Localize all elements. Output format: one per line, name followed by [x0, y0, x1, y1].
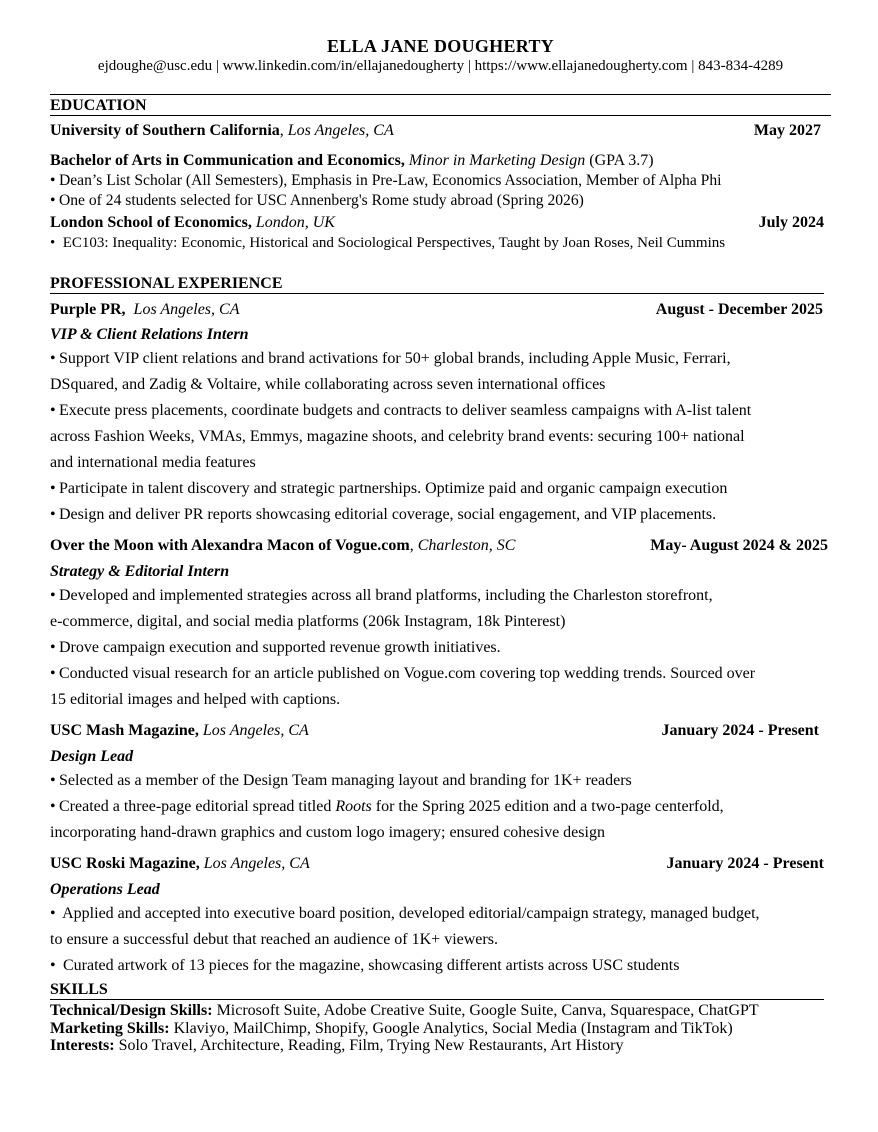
list-item: • Applied and accepted into executive board position, developed editorial/campaign strategy, managed budget,: [50, 905, 760, 922]
job-roski-magazine: [50, 854, 831, 874]
list-item: incorporating hand-drawn graphics and custom logo imagery; ensured cohesive design: [50, 824, 605, 841]
usc-minor: Minor in Marketing Design: [408, 152, 586, 169]
list-item: • Conducted visual research for an article published on Vogue.com covering top wedding trends. Sourced over: [50, 665, 756, 682]
usc-row: University of Southern California, Los Angeles, CA May 2027: [50, 122, 821, 139]
usc-gpa: (GPA 3.7): [589, 152, 654, 169]
job-purple-pr: [50, 300, 831, 320]
resume: [50, 36, 831, 1055]
skills-marketing: Marketing Skills: Klaviyo, MailChimp, Shopify, Google Analytics, Social Media (Instagram and TikTok): [50, 1019, 733, 1037]
skills-technical: Technical/Design Skills: Microsoft Suite, Adobe Creative Suite, Google Suite, Canva, Squarespace, ChatGPT: [50, 1002, 759, 1019]
job-date: January 2024 - Present: [661, 722, 819, 739]
lse-row: [50, 213, 831, 233]
list-item: • Dean’s List Scholar (All Semesters), Emphasis in Pre-Law, Economics Association, Member of Alpha Phi: [50, 172, 722, 189]
list-item: and international media features: [50, 454, 256, 471]
skills-rule: [50, 999, 824, 1000]
job-mash-magazine: [50, 721, 831, 741]
candidate-name: ELLA JANE DOUGHERTY: [326, 36, 555, 56]
list-item: • Drove campaign execution and supported revenue growth initiatives.: [50, 639, 501, 656]
list-item: across Fashion Weeks, VMAs, Emmys, magazine shoots, and celebrity brand events: securing 100+ national: [50, 428, 745, 445]
list-item: • Support VIP client relations and brand activations for 50+ global brands, including Apple Music, Ferrari,: [50, 350, 731, 367]
job-org: Over the Moon with Alexandra Macon of Vogue.com: [50, 537, 410, 554]
usc-date: May 2027: [753, 122, 821, 139]
usc-location: Los Angeles, CA: [287, 122, 394, 139]
usc-degree: Bachelor of Arts in Communication and Economics,: [50, 152, 405, 169]
list-item: • Participate in talent discovery and strategic partnerships. Optimize paid and organic campaign execution: [50, 480, 728, 497]
education-bottom-rule: [50, 115, 831, 116]
job-org: Purple PR,: [50, 301, 126, 318]
experience-rule: [50, 293, 824, 294]
job-org: USC Mash Magazine,: [50, 722, 199, 739]
experience-heading: PROFESSIONAL EXPERIENCE: [50, 275, 283, 292]
list-item: to ensure a successful debut that reached an audience of 1K+ viewers.: [50, 931, 498, 948]
education-heading: EDUCATION: [50, 97, 147, 114]
list-item: • Design and deliver PR reports showcasing editorial coverage, social engagement, and VIP placements.: [50, 506, 717, 523]
job-org: USC Roski Magazine,: [50, 855, 200, 872]
job-location: Los Angeles, CA: [202, 722, 309, 739]
lse-date: July 2024: [758, 214, 824, 231]
job-location: Charleston, SC: [417, 537, 516, 554]
job-date: January 2024 - Present: [666, 855, 824, 872]
skills-heading: SKILLS: [50, 981, 108, 998]
list-item: DSquared, and Zadig & Voltaire, while collaborating across seven international offices: [50, 376, 606, 393]
job-location: Los Angeles, CA: [133, 301, 240, 318]
list-item: • Curated artwork of 13 pieces for the magazine, showcasing different artists across USC students: [50, 957, 680, 974]
usc-school: University of Southern California: [50, 122, 280, 139]
list-item: • EC103: Inequality: Economic, Historical and Sociological Perspectives, Taught by Joan Roses, Neil Cummins: [50, 235, 726, 251]
job-title: Strategy & Editorial Intern: [50, 563, 230, 580]
job-date: May- August 2024 & 2025: [650, 537, 828, 554]
job-title: Operations Lead: [50, 881, 160, 898]
list-item: • Developed and implemented strategies across all brand platforms, including the Charleston storefront,: [50, 587, 713, 604]
list-item: e-commerce, digital, and social media platforms (206k Instagram, 18k Pinterest): [50, 613, 566, 630]
list-item: • Created a three-page editorial spread titled Roots for the Spring 2025 edition and a two-page centerfold,: [50, 798, 724, 815]
job-date: August - December 2025: [655, 301, 823, 318]
list-item: • One of 24 students selected for USC Annenberg's Rome study abroad (Spring 2026): [50, 192, 584, 209]
list-item: 15 editorial images and helped with captions.: [50, 691, 341, 708]
usc-degree-row: [50, 151, 831, 171]
list-item: • Selected as a member of the Design Team managing layout and branding for 1K+ readers: [50, 772, 632, 789]
job-location: Los Angeles, CA: [203, 855, 310, 872]
job-title: Design Lead: [50, 748, 134, 765]
lse-school: London School of Economics,: [50, 214, 252, 231]
skills-interests: Interests: Solo Travel, Architecture, Reading, Film, Trying New Restaurants, Art History: [50, 1037, 624, 1054]
contact-line: ejdoughe@usc.edu | www.linkedin.com/in/ellajanedougherty | https://www.ellajanedougherty.com | 843-834-4289: [97, 58, 784, 74]
job-over-the-moon: Over the Moon with Alexandra Macon of Vogue.com, Charleston, SC May- August 2024 & 2025: [50, 537, 828, 554]
list-item: • Execute press placements, coordinate budgets and contracts to deliver seamless campaigns with A-list talent: [50, 402, 752, 419]
lse-location: London, UK: [255, 214, 335, 231]
job-title: VIP & Client Relations Intern: [50, 326, 249, 343]
